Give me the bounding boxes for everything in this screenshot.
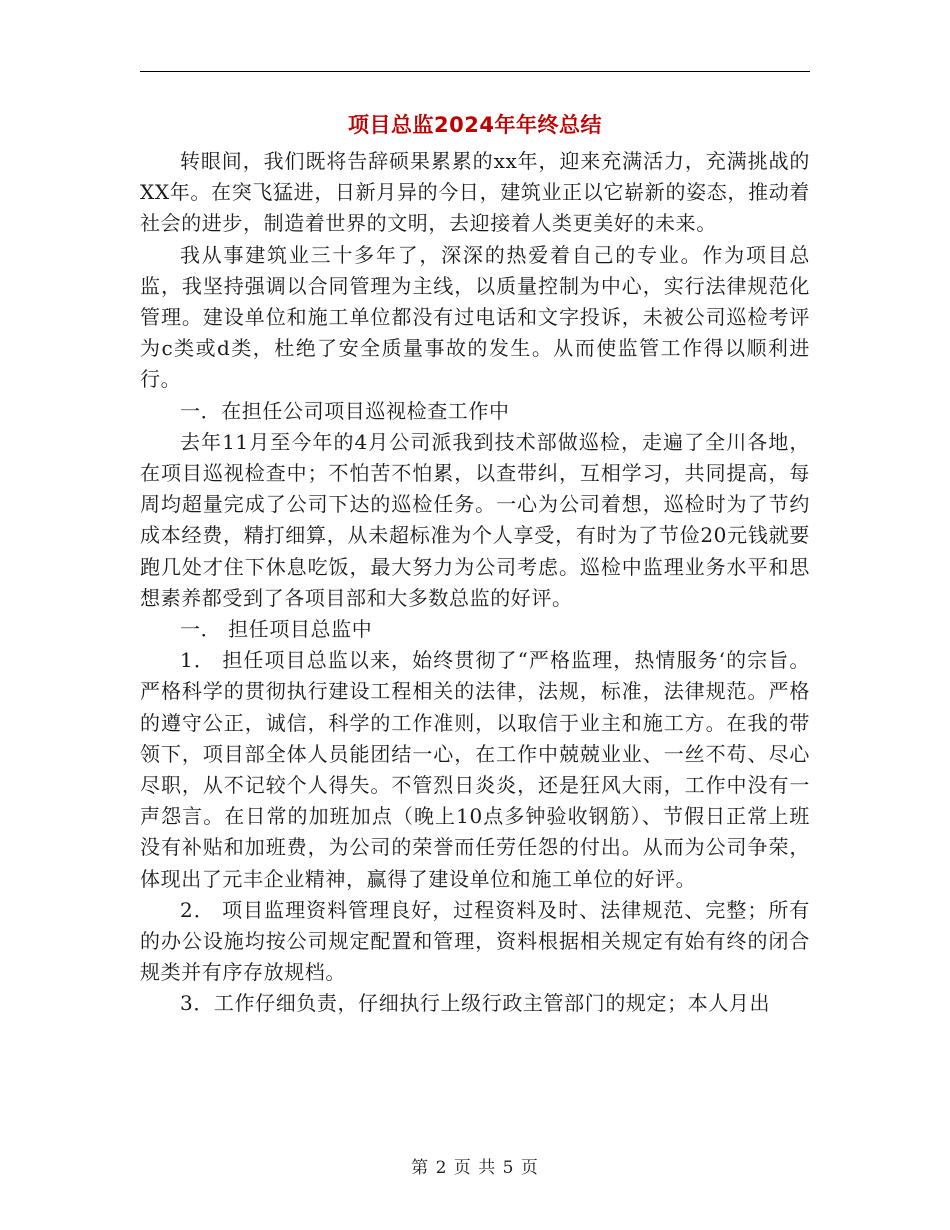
paragraph-profile: 我从事建筑业三十多年了，深深的热爱着自己的专业。作为项目总监，我坚持强调以合同管理为主线，以质量控制为中心，实行法律规范化管理。建设单位和施工单位都没有过电话和文字投诉，未被公司巡检考评为c类或d类，杜绝了安全质量事故的发生。从而使监管工作得以顺利进行。: [140, 242, 810, 392]
paragraph-item-1: 1． 担任项目总监以来，始终贯彻了“严格监理，热情服务‘的宗旨。严格科学的贯彻执行建设工程相关的法律，法规，标准，法律规范。严格的遵守公正，诚信，科学的工作准则，以取信于业主和施工方。在我的带领下，项目部全体人员能团结一心，在工作中兢兢业业、一丝不苟、尽心尽职，从不记较个人得失。不管烈日炎炎，还是狂风大雨，工作中没有一声怨言。在日常的加班加点（晚上10点多钟验收钢筋）、节假日正常上班没有补贴和加班费，为公司的荣誉而任劳任怨的付出。从而为公司争荣，体现出了元丰企业精神，赢得了建设单位和施工单位的好评。: [140, 648, 810, 891]
section-heading-inspection: 一．在担任公司项目巡视检查工作中: [180, 398, 510, 423]
section-heading-director: 一． 担任项目总监中: [180, 617, 373, 642]
paragraph-inspection: 去年11月至今年的4月公司派我到技术部做巡检，走遍了全川各地，在项目巡视检查中；不怕苦不怕累，以查带纠，互相学习，共同提高，每周均超量完成了公司下达的巡检任务。一心为公司着想，巡检时为了节约成本经费，精打细算，从未超标准为个人享受，有时为了节俭20元钱就要跑几处才住下休息吃饭，最大努力为公司考虑。巡检中监理业务水平和思想素养都受到了各项目部和大多数总监的好评。: [140, 429, 810, 610]
page-number: 第 2 页 共 5 页: [411, 1158, 539, 1178]
paragraph-intro: 转眼间，我们既将告辞硕果累累的xx年，迎来充满活力，充满挑战的XX年。在突飞猛进，日新月异的今日，建筑业正以它崭新的姿态，推动着社会的进步，制造着世界的文明，去迎接着人类更美好的未来。: [140, 149, 810, 236]
header-rule: [140, 71, 810, 72]
paragraph-item-3: 3．工作仔细负责，仔细执行上级行政主管部门的规定；本人月出: [180, 991, 771, 1016]
document-title: 项目总监2024年年终总结: [348, 113, 602, 137]
document-body: [140, 146, 810, 1020]
paragraph-item-2: 2． 项目监理资料管理良好，过程资料及时、法律规范、完整；所有的办公设施均按公司规定配置和管理，资料根据相关规定有始有终的闭合规类并有序存放规档。: [140, 897, 810, 985]
